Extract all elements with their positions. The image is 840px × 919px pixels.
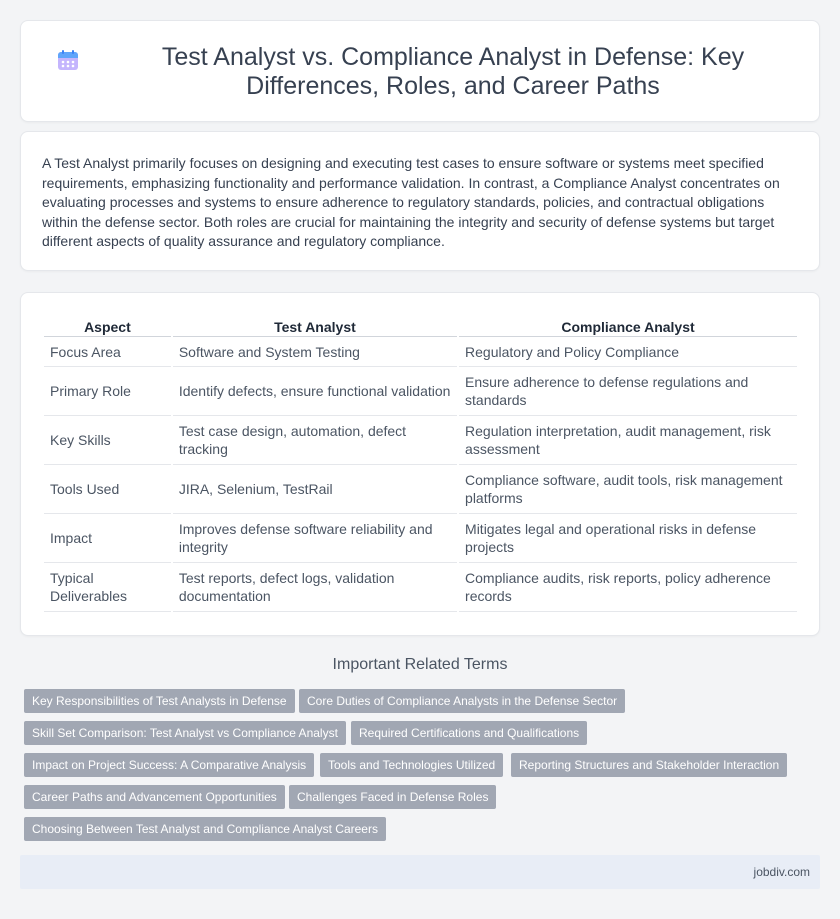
table-cell: JIRA, Selenium, TestRail — [173, 465, 457, 514]
related-tag[interactable]: Core Duties of Compliance Analysts in the Defense Sector — [299, 689, 625, 713]
table-cell: Improves defense software reliability and integrity — [173, 514, 457, 563]
intro-paragraph: A Test Analyst primarily focuses on designing and executing test cases to ensure software or systems meet specified requirements, emphasizing functionality and performance validation. In contrast, a Compliance Analyst concentrates on evaluating processes and systems to ensure adherence to regulatory standards, policies, and contractual obligations within the defense sector. Both roles are crucial for maintaining the integrity and security of defense systems but target different aspects of quality assurance and regulatory compliance. — [42, 155, 780, 250]
table-cell: Software and System Testing — [173, 337, 457, 367]
table-row — [44, 465, 797, 514]
related-tag[interactable]: Required Certifications and Qualifications — [351, 721, 587, 745]
page-title: Test Analyst vs. Compliance Analyst in Defense: Key Differences, Roles, and Career Paths — [161, 43, 745, 100]
comparison-table-card — [20, 292, 820, 636]
table-cell: Impact — [44, 514, 171, 563]
related-tag[interactable]: Challenges Faced in Defense Roles — [289, 785, 496, 809]
table-cell: Mitigates legal and operational risks in defense projects — [459, 514, 797, 563]
table-cell: Identify defects, ensure functional validation — [173, 367, 457, 416]
table-cell: Compliance software, audit tools, risk management platforms — [459, 465, 797, 514]
table-header-test-analyst: Test Analyst — [173, 317, 457, 337]
comparison-table — [42, 317, 799, 612]
table-row — [44, 337, 797, 367]
related-tag[interactable]: Career Paths and Advancement Opportunities — [24, 785, 285, 809]
related-tag[interactable]: Key Responsibilities of Test Analysts in Defense — [24, 689, 295, 713]
related-tag[interactable]: Choosing Between Test Analyst and Compliance Analyst Careers — [24, 817, 386, 841]
table-row — [44, 514, 797, 563]
table-cell: Test reports, defect logs, validation documentation — [173, 563, 457, 612]
table-cell: Key Skills — [44, 416, 171, 465]
related-tag[interactable]: Reporting Structures and Stakeholder Interaction — [511, 753, 787, 777]
related-tag[interactable]: Impact on Project Success: A Comparative Analysis — [24, 753, 314, 777]
related-tag[interactable]: Tools and Technologies Utilized — [320, 753, 503, 777]
table-header-aspect: Aspect — [44, 317, 171, 337]
related-terms-heading: Important Related Terms — [332, 656, 508, 673]
related-tag[interactable]: Skill Set Comparison: Test Analyst vs Compliance Analyst — [24, 721, 346, 745]
table-cell: Typical Deliverables — [44, 563, 171, 612]
table-cell: Test case design, automation, defect tracking — [173, 416, 457, 465]
footer-site-link[interactable]: jobdiv.com — [753, 865, 810, 879]
table-cell: Primary Role — [44, 367, 171, 416]
table-cell: Tools Used — [44, 465, 171, 514]
title-card — [20, 20, 820, 122]
table-cell: Regulatory and Policy Compliance — [459, 337, 797, 367]
table-cell: Ensure adherence to defense regulations and standards — [459, 367, 797, 416]
table-cell: Focus Area — [44, 337, 171, 367]
table-row — [44, 563, 797, 612]
footer — [20, 855, 820, 889]
intro-card — [20, 131, 820, 271]
table-cell: Compliance audits, risk reports, policy adherence records — [459, 563, 797, 612]
table-row — [44, 367, 797, 416]
table-header-compliance-analyst: Compliance Analyst — [459, 317, 797, 337]
table-cell: Regulation interpretation, audit management, risk assessment — [459, 416, 797, 465]
table-row — [44, 416, 797, 465]
